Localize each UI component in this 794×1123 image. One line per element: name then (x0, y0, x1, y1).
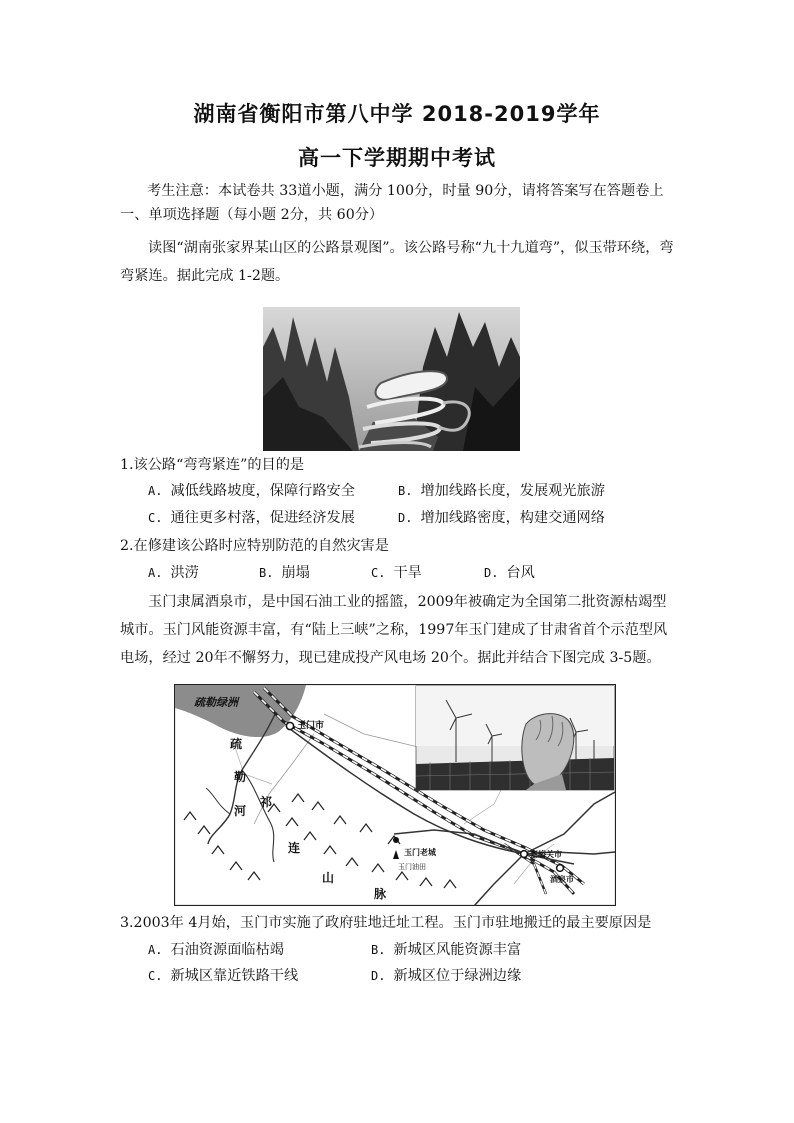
option-text: 减低线路坡度，保障行路安全 (170, 483, 355, 499)
question-2-option-d (484, 563, 535, 583)
option-text: 洪涝 (170, 565, 199, 581)
option-key: C. (148, 969, 163, 983)
question-1-option-c (148, 508, 355, 528)
question-1-option-d (398, 508, 605, 528)
option-text: 干旱 (393, 565, 422, 581)
question-3-stem: 3.2003年 4月始，玉门市实施了政府驻地迁址工程。玉门市驻地搬迁的最主要原因是 (120, 915, 652, 931)
option-key: A. (148, 484, 163, 498)
yumen-map (174, 684, 616, 906)
option-key: D. (371, 969, 386, 983)
option-key: A. (148, 566, 163, 580)
option-key: B. (259, 566, 274, 580)
option-key: D. (398, 511, 413, 525)
wind-solar-inset-photo (416, 686, 614, 790)
mountain-label-1: 祁 (260, 795, 273, 809)
question-1-stem: 1.该公路“弯弯紧连”的目的是 (120, 457, 305, 473)
passage-2: 玉门隶属酒泉市，是中国石油工业的摇篮，2009年被确定为全国第二批资源枯竭型城市。玉门风能资源丰富，有“陆上三峡”之称，1997年玉门建成了甘肃省首个示范型风电场，经过 20年不懈努力，现已建成投产风电场 20个。据此并结合下图完成 3-5题。 (120, 594, 668, 666)
mountain-label-4: 脉 (374, 887, 387, 901)
exam-notice: 考生注意：本试卷共 33道小题，满分 100分，时量 90分，请将答案写在答题卷上 (147, 183, 664, 199)
option-text: 台风 (506, 565, 535, 581)
option-key: D. (484, 566, 499, 580)
exam-subtitle: 高一下学期期中考试 (298, 146, 496, 170)
question-3-option-a (148, 940, 284, 960)
option-text: 增加线路密度，构建交通网络 (420, 510, 605, 526)
option-text: 增加线路长度，发展观光旅游 (420, 483, 605, 499)
exam-title: 湖南省衡阳市第八中学 2018-2019学年 (193, 102, 601, 126)
question-2-option-b (259, 563, 310, 583)
passage-1: 读图“湖南张家界某山区的公路景观图”。该公路号称“九十九道弯”，似玉带环绕，弯弯紧连。据此完成 1-2题。 (120, 240, 674, 284)
oasis-label: 疏勒绿洲 (194, 696, 238, 709)
mountain-road-photo-svg (263, 307, 520, 451)
mountain-label-3: 山 (322, 871, 335, 885)
option-key: B. (398, 484, 413, 498)
option-text: 石油资源面临枯竭 (170, 942, 284, 958)
question-3-option-c (148, 966, 298, 986)
question-2-stem: 2.在修建该公路时应特别防范的自然灾害是 (120, 538, 389, 554)
mountain-label-2: 连 (288, 841, 301, 855)
option-key: A. (148, 943, 163, 957)
option-key: C. (148, 511, 163, 525)
question-3-option-b (371, 940, 521, 960)
city-yumen-old-label: 玉门老城 (404, 848, 436, 857)
city-jiuquan-label: 酒泉市 (550, 875, 574, 884)
section-heading: 一、单项选择题（每小题 2分，共 60分） (120, 207, 384, 223)
option-key: C. (371, 566, 386, 580)
option-key: B. (371, 943, 386, 957)
city-jiayuguan-label: 嘉峪关市 (530, 850, 562, 859)
question-1-option-b (398, 481, 605, 501)
option-text: 通往更多村落，促进经济发展 (170, 510, 355, 526)
question-2-option-c (371, 563, 422, 583)
river-label-2: 勒 (234, 770, 247, 784)
option-text: 新城区位于绿洲边缘 (393, 968, 522, 984)
question-3-option-d (371, 966, 521, 986)
city-yumen-label: 玉门市 (297, 721, 325, 731)
question-2-option-a (148, 563, 199, 583)
yumen-map-svg (174, 684, 616, 906)
river-label-3: 河 (234, 804, 247, 818)
question-1-option-a (148, 481, 355, 501)
mountain-road-photo (263, 307, 520, 451)
river-label-1: 疏 (230, 737, 243, 751)
yumen-oilfield-label: 玉门油田 (398, 863, 426, 871)
option-text: 崩塌 (281, 565, 310, 581)
option-text: 新城区风能资源丰富 (393, 942, 522, 958)
option-text: 新城区靠近铁路干线 (170, 968, 299, 984)
